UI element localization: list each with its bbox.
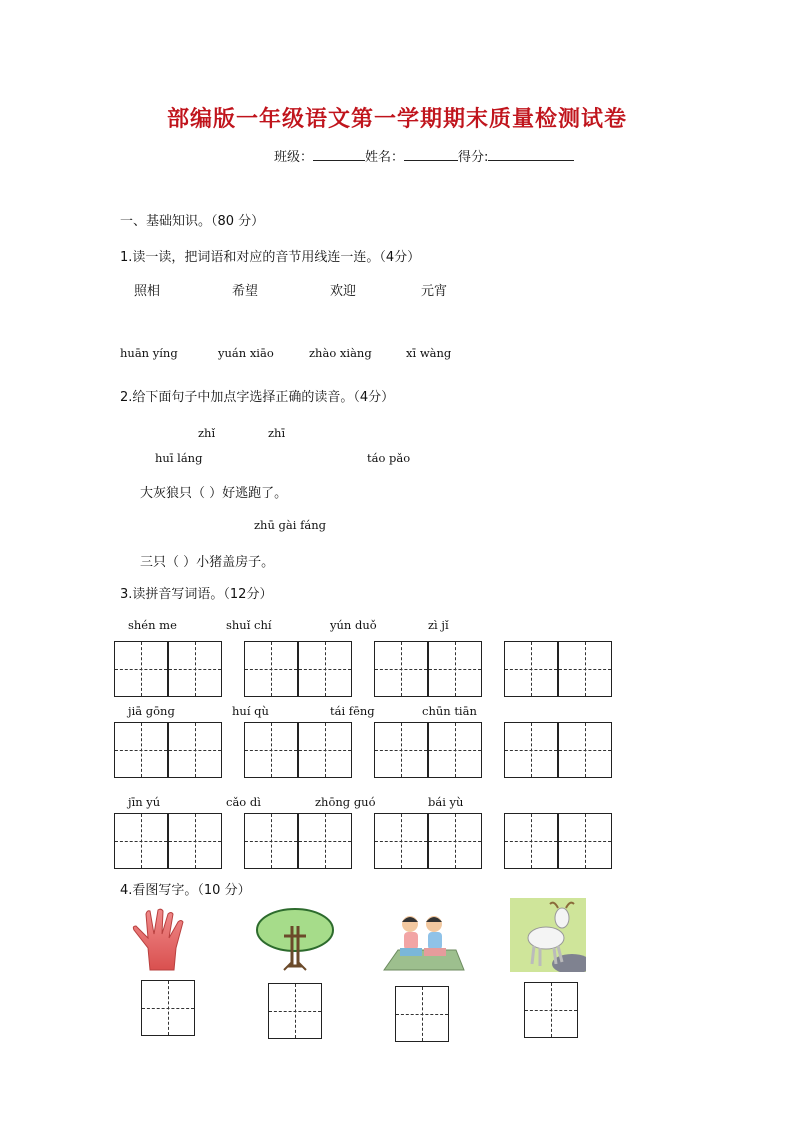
writing-cell[interactable]: [114, 722, 168, 778]
q2-pinyin-option: zhǐ: [198, 426, 216, 440]
tree-picture: [254, 906, 336, 972]
q1-pinyin: huān yíng: [120, 346, 178, 360]
hand-picture: [128, 908, 196, 972]
q3-pinyin: yún duǒ: [330, 618, 377, 632]
writing-grid-pair[interactable]: [244, 813, 352, 869]
writing-cell[interactable]: [428, 641, 482, 697]
writing-cell[interactable]: [114, 813, 168, 869]
q2-sentence-1: 大灰狼只（ ）好逃跑了。: [140, 486, 288, 501]
writing-cell[interactable]: [395, 986, 449, 1042]
q1-word: 元宵: [421, 284, 448, 299]
writing-grid-pair[interactable]: [374, 813, 482, 869]
writing-grid-pair[interactable]: [114, 641, 222, 697]
q1-word: 欢迎: [330, 284, 357, 299]
class-label: 班级：: [274, 150, 314, 165]
q3-pinyin: shuǐ chí: [226, 618, 272, 632]
q1-prompt: 1.读一读，把词语和对应的音节用线连一连。（4分）: [120, 250, 421, 265]
name-label: 姓名：: [365, 150, 405, 165]
q1-pinyin: xī wàng: [406, 346, 452, 360]
writing-cell[interactable]: [374, 641, 428, 697]
q1-word: 照相: [134, 284, 161, 299]
writing-cell[interactable]: [504, 813, 558, 869]
writing-grid-pair[interactable]: [504, 641, 612, 697]
writing-cell[interactable]: [168, 641, 222, 697]
score-label: 得分:: [458, 150, 489, 165]
q3-pinyin: tái fēnɡ: [330, 704, 375, 718]
writing-grid-pair[interactable]: [114, 722, 222, 778]
student-info-line: [274, 146, 574, 165]
q3-pinyin: jīn yú: [128, 795, 161, 809]
q3-pinyin: chūn tiān: [422, 704, 477, 718]
writing-cell[interactable]: [168, 722, 222, 778]
writing-grid-pair[interactable]: [244, 722, 352, 778]
writing-cell[interactable]: [114, 641, 168, 697]
q1-pinyin: zhào xiàng: [309, 346, 372, 360]
q3-pinyin: shén me: [128, 618, 177, 632]
writing-cell[interactable]: [374, 813, 428, 869]
score-blank[interactable]: [488, 148, 574, 161]
writing-grid-pair[interactable]: [374, 641, 482, 697]
writing-cell[interactable]: [268, 983, 322, 1039]
writing-grid-pair[interactable]: [504, 813, 612, 869]
writing-cell[interactable]: [558, 722, 612, 778]
writing-grid-pair[interactable]: [244, 641, 352, 697]
q3-pinyin: zhōnɡ ɡuó: [315, 795, 376, 809]
q2-sentence-2: 三只（ ）小猪盖房子。: [140, 555, 275, 570]
writing-cell[interactable]: [168, 813, 222, 869]
writing-cell[interactable]: [558, 813, 612, 869]
part1-heading: 一、基础知识。（80 分）: [120, 214, 265, 229]
q4-prompt: 4.看图写字。（10 分）: [120, 883, 251, 898]
q2-prompt: 2.给下面句子中加点字选择正确的读音。（4分）: [120, 390, 395, 405]
q3-pinyin: jiā ɡōnɡ: [128, 704, 175, 718]
writing-cell[interactable]: [374, 722, 428, 778]
writing-cell[interactable]: [298, 722, 352, 778]
writing-cell[interactable]: [298, 641, 352, 697]
q3-pinyin: zì jǐ: [428, 618, 449, 632]
q2-pinyin: táo pǎo: [367, 451, 411, 465]
writing-cell[interactable]: [244, 722, 298, 778]
q3-pinyin: cǎo dì: [226, 795, 261, 809]
q1-word: 希望: [232, 284, 259, 299]
writing-grid-pair[interactable]: [114, 813, 222, 869]
page-title: 部编版一年级语文第一学期期末质量检测试卷: [166, 107, 627, 132]
writing-cell[interactable]: [244, 641, 298, 697]
q3-pinyin: bái yù: [428, 795, 464, 809]
q2-pinyin: zhū ɡài fánɡ: [254, 518, 326, 532]
writing-grid-pair[interactable]: [504, 722, 612, 778]
writing-cell[interactable]: [428, 813, 482, 869]
writing-cell[interactable]: [298, 813, 352, 869]
q2-pinyin-option: zhī: [268, 426, 286, 440]
writing-cell[interactable]: [428, 722, 482, 778]
q2-pinyin: huī lánɡ: [155, 451, 203, 465]
writing-grid-pair[interactable]: [374, 722, 482, 778]
q1-pinyin: yuán xiāo: [218, 346, 274, 360]
writing-cell[interactable]: [504, 641, 558, 697]
children-picture: [380, 910, 466, 972]
writing-cell[interactable]: [244, 813, 298, 869]
writing-cell[interactable]: [141, 980, 195, 1036]
q3-prompt: 3.读拼音写词语。（12分）: [120, 587, 273, 602]
q3-pinyin: huí qù: [232, 704, 269, 718]
writing-cell[interactable]: [504, 722, 558, 778]
writing-cell[interactable]: [558, 641, 612, 697]
writing-cell[interactable]: [524, 982, 578, 1038]
name-blank[interactable]: [404, 148, 458, 161]
class-blank[interactable]: [313, 148, 365, 161]
goat-picture: [510, 898, 586, 972]
